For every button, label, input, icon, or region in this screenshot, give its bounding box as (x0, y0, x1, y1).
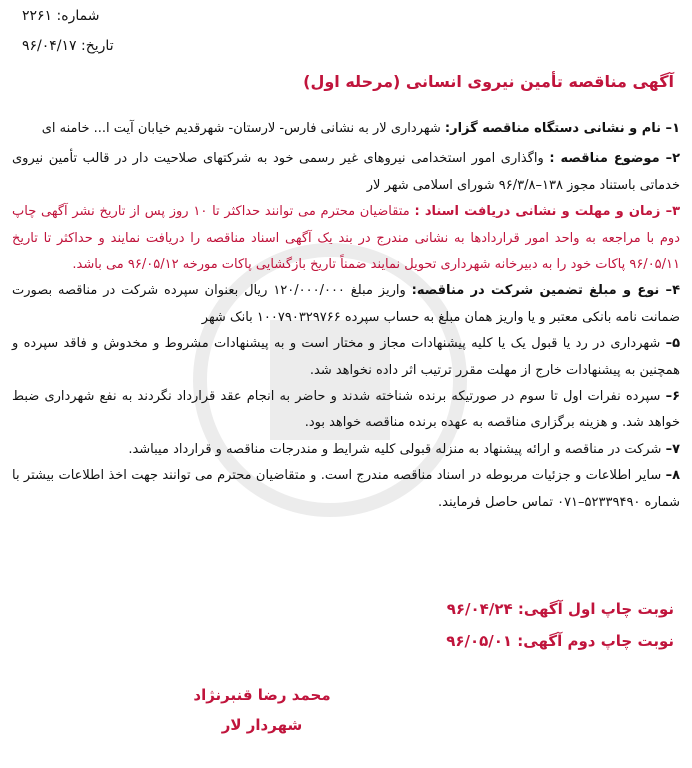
item-4-heading: ۴– نوع و مبلغ تضمین شرکت در مناقصه: (411, 283, 680, 299)
item-7-heading: ۷– (665, 441, 680, 457)
item-1-text: شهرداری لار به نشانی فارس- لارستان- شهرقدیم خیابان آیت ا... خامنه ای (41, 121, 445, 136)
item-8-text: سایر اطلاعات و جزئیات مربوطه در اسناد مناقصه مندرج است. و متقاضیان محترم می توانند جهت اخذ اطلاعات بیشتر با شماره ۵۲۳۳۹۴۹۰–۰۷۱ تماس حاصل فرمایند. (12, 468, 680, 510)
second-publish-date: نوبت چاپ دوم آگهی: ۹۶/۰۵/۰۱ (446, 632, 674, 650)
item-1 (12, 116, 680, 142)
item-8 (12, 463, 680, 516)
item-6 (12, 384, 680, 437)
item-6-heading: ۶– (665, 389, 680, 405)
item-7-text: شرکت در مناقصه و ارائه پیشنهاد به منزله قبولی کلیه شرایط و مندرجات مناقصه و قرارداد میباشد. (128, 441, 666, 457)
item-4-text: واریز مبلغ ۱۲۰/۰۰۰/۰۰۰ ریال بعنوان سپرده شرکت در مناقصه بصورت ضمانت نامه بانکی معتبر و یا واریز همان مبلغ به حساب سپرده ۱۰۰۷۹۰۳۲۹۷۶۶ بانک شهر (12, 283, 680, 325)
notice-title: آگهی مناقصه تأمین نیروی انسانی (مرحله اول) (303, 72, 674, 91)
item-5-heading: ۵– (665, 336, 680, 352)
item-5 (12, 331, 680, 384)
item-4 (12, 278, 680, 331)
item-1-heading: ۱– نام و نشانی دستگاه مناقصه گزار: (444, 121, 680, 136)
item-7 (12, 437, 680, 463)
document-number: شماره: ۲۲۶۱ (22, 8, 100, 24)
item-3-text: متقاضیان محترم می توانند حداکثر تا ۱۰ روز پس از تاریخ نشر آگهی چاپ دوم با مراجعه به واحد امور قراردادها به نشانی مندرج در بند یک آگهی اسناد مناقصه را دریافت نمایند و حداکثر تا تاریخ ۹۶/۰۵/۱۱ پاکات خود را به دبیرخانه شهرداری تحویل نمایند ضمناً تاریخ بازگشایی پاکات مورخه ۹۶/۰۵/۱۲ می باشد. (12, 204, 680, 273)
item-2 (12, 146, 680, 199)
notice-body (12, 116, 680, 516)
signatory-role: شهردار لار (221, 716, 303, 734)
item-6-text: سپرده نفرات اول تا سوم در صورتیکه برنده شناخته شدند و حاضر به انجام عقد قرارداد نگردند به نفع شهرداری ضبط خواهد شد. و هزینه برگزاری مناقصه به عهده برنده مناقصه خواهد بود. (12, 389, 680, 431)
first-publish-date: نوبت چاپ اول آگهی: ۹۶/۰۴/۲۴ (446, 600, 674, 618)
signatory-name: محمد رضا قنبرنژاد (193, 686, 331, 704)
item-2-text: واگذاری امور استخدامی نیروهای غیر رسمی خود به شرکتهای صلاحیت دار در قالب تأمین نیروی خدماتی باستناد مجوز ۱۳۸–۹۶/۳/۸ شورای اسلامی شهر لار (12, 151, 680, 193)
document-date: تاریخ: ۹۶/۰۴/۱۷ (22, 38, 114, 54)
item-5-text: شهرداری در رد یا قبول یک یا کلیه پیشنهادات مجاز و مختار است و به پیشنهادات مشروط و مخدوش و فاقد سپرده و همچنین به پیشنهادات خارج از مهلت مقرر ترتیب اثر داده نخواهد شد. (12, 336, 680, 378)
item-2-heading: ۲– موضوع مناقصه : (549, 151, 681, 167)
item-8-heading: ۸– (665, 468, 680, 484)
item-3 (12, 199, 680, 278)
item-3-heading: ۳– زمان و مهلت و نشانی دریافت اسناد : (414, 204, 681, 220)
